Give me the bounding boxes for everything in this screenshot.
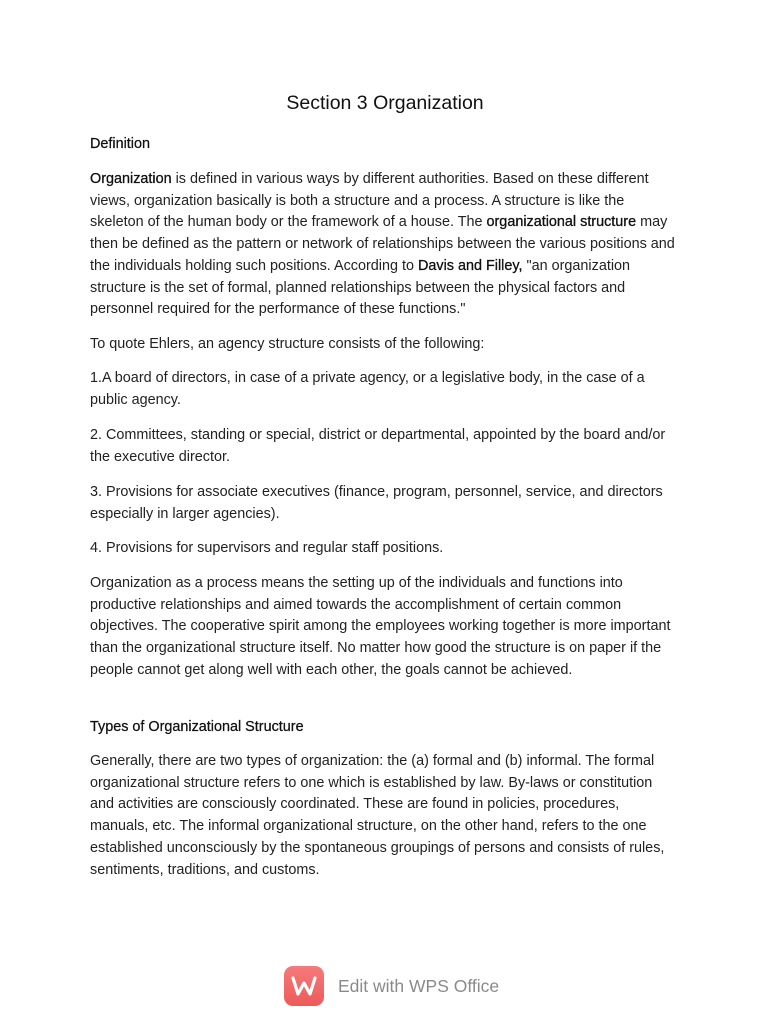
term-organization: Organization xyxy=(90,171,172,187)
ehlers-intro-paragraph: To quote Ehlers, an agency structure consists of the following: xyxy=(90,336,485,352)
edit-with-wps-label[interactable]: Edit with WPS Office xyxy=(338,975,500,996)
term-organizational-structure: organizational structure xyxy=(486,214,637,231)
list-item: 2. Committees, standing or special, district or departmental, appointed by the board and/or the executive director. xyxy=(90,427,666,465)
list-item: 1.A board of directors, in case of a private agency, or a legislative body, in the case of a public agency. xyxy=(90,370,645,408)
list-item: 3. Provisions for associate executives (finance, program, personnel, service, and directors especially in larger agencies). xyxy=(90,484,663,522)
wps-office-logo-icon xyxy=(284,966,324,1006)
types-heading: Types of Organizational Structure xyxy=(90,719,304,735)
term-davis-and-filley: Davis and Filley, xyxy=(418,257,523,274)
definition-heading: Definition xyxy=(90,136,150,152)
types-paragraph: Generally, there are two types of organization: the (a) formal and (b) informal. The formal organizational structure refers to one which is established by law. By-laws or constitution and activities are consciously coordinated. These are found in policies, procedures, manuals, etc. The informal organizational structure, on the other hand, refers to the one established unconsciously by the spontaneous groupings of persons and consists of rules, sentiments, traditions, and customs. xyxy=(90,753,665,878)
page-title: Section 3 Organization xyxy=(286,92,484,114)
definition-paragraph: Organization is defined in various ways by different authorities. Based on these different views, organization basically is both a structure and a process. A structure is like the skeleton of the human body or the framework of a house. The organizational structure may then be defined as the pattern or network of relationships between the various positions and the individuals holding such positions. According to Davis and Filley, "an organization structure is the set of formal, planned relationships between the physical factors and personnel required for the performance of these functions." xyxy=(90,171,675,318)
process-paragraph: Organization as a process means the setting up of the individuals and functions into productive relationships and aimed towards the accomplishment of certain common objectives. The cooperative spirit among the employees working together is more important than the organizational structure itself. No matter how good the structure is on paper if the people cannot get along well with each other, the goals cannot be achieved. xyxy=(90,575,671,678)
wps-edit-banner[interactable] xyxy=(284,965,499,1007)
list-item: 4. Provisions for supervisors and regular staff positions. xyxy=(90,540,444,556)
wps-w-glyph-icon xyxy=(291,975,317,997)
